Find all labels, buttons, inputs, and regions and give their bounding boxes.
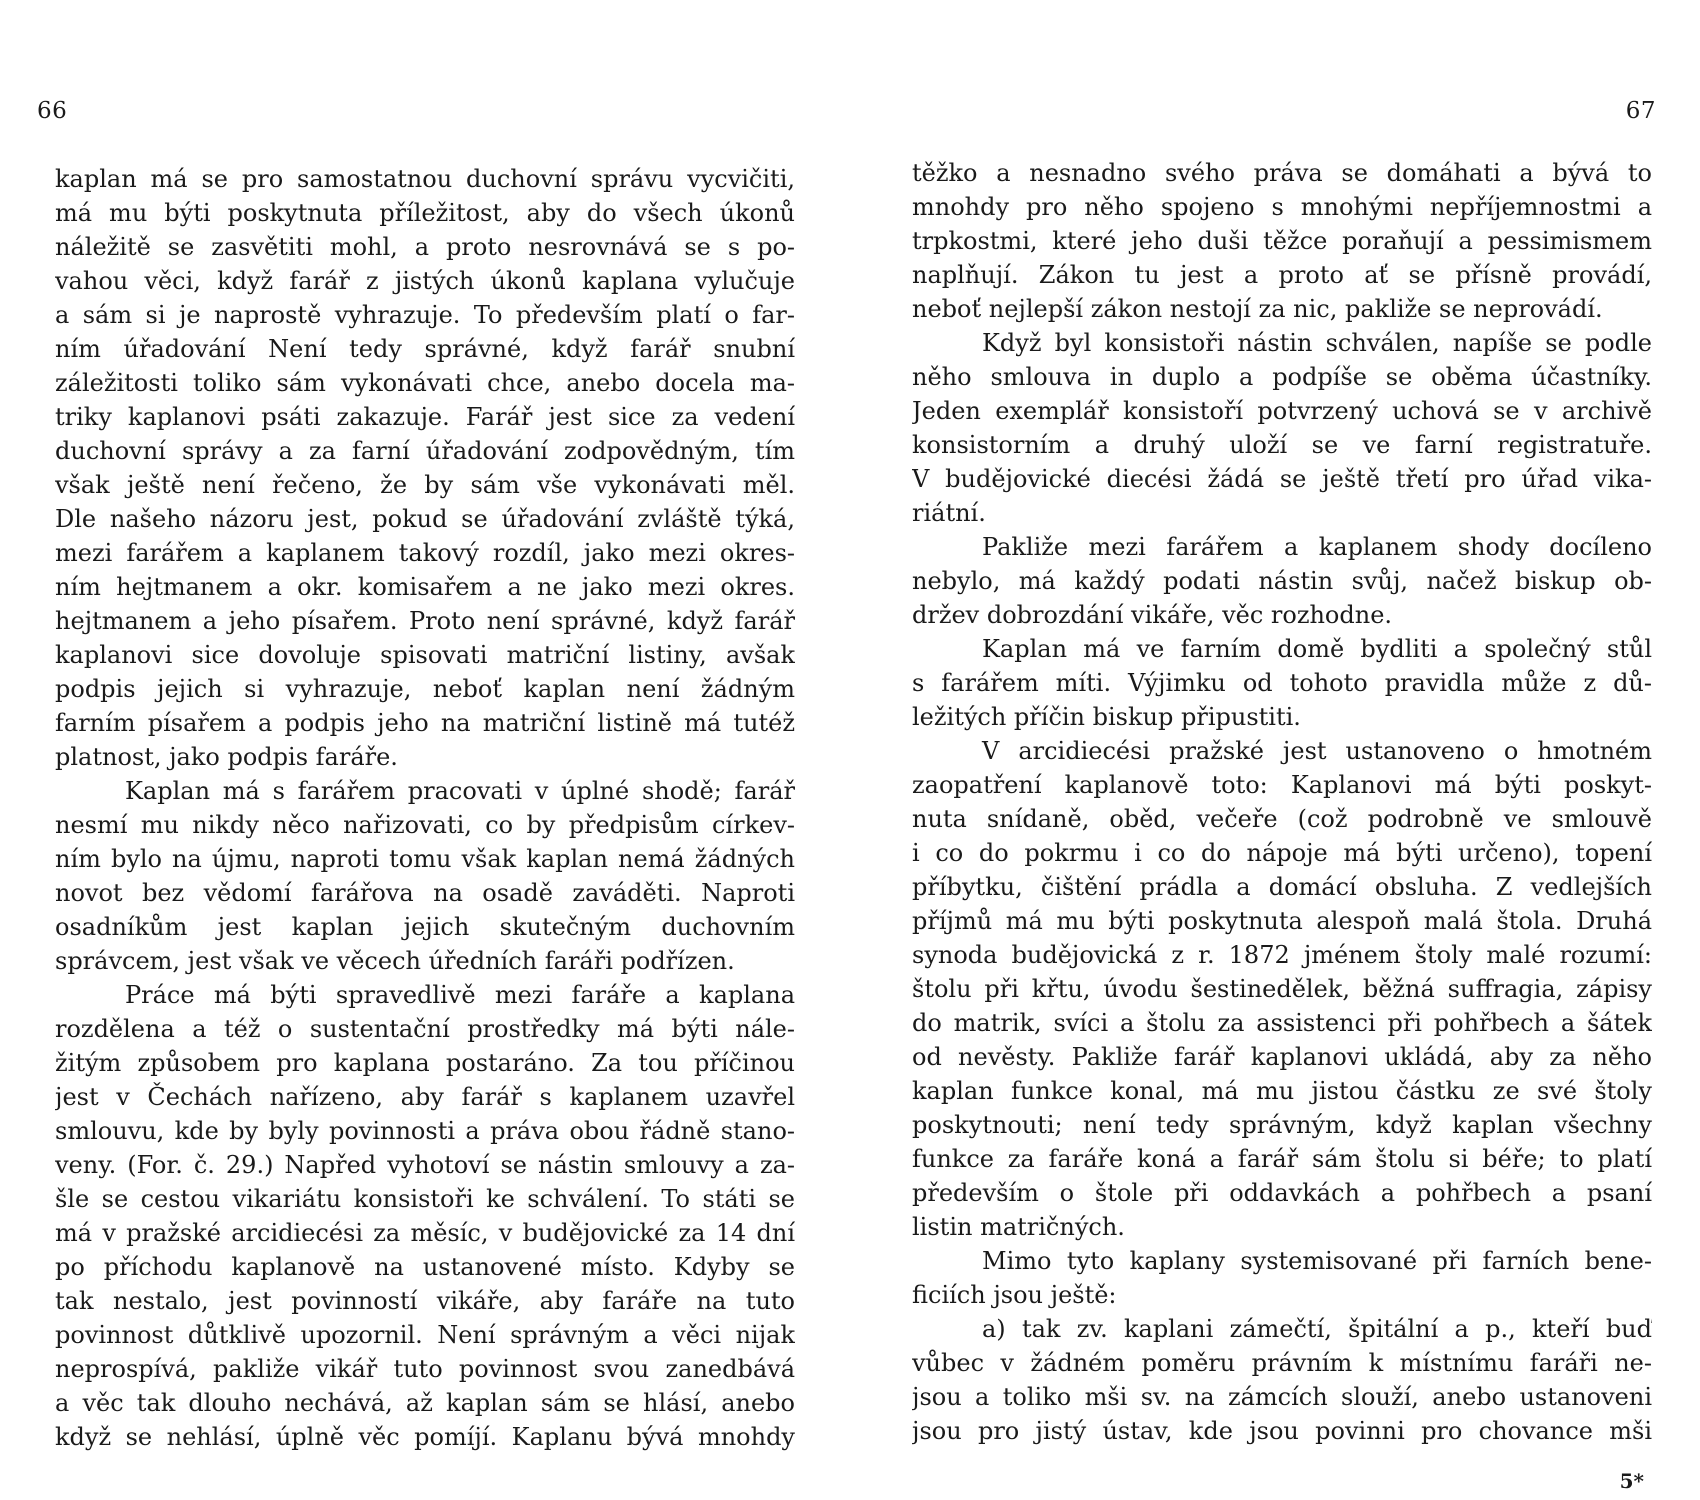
text-line: těžko a nesnadno svého práva se domáhati a bývá to bbox=[912, 159, 1652, 187]
text-line: novot bez vědomí farářova na osadě zaváděti. Naproti bbox=[55, 879, 795, 907]
text-line: Když byl konsistoři nástin schválen, napíše se podle bbox=[982, 329, 1652, 357]
text-line: záležitosti toliko sám vykonávati chce, anebo docela ma- bbox=[55, 369, 795, 397]
text-line: naplňují. Zákon tu jest a proto ať se přísně provádí, bbox=[912, 261, 1652, 289]
text-line: držev dobrozdání vikáře, věc rozhodne. bbox=[912, 601, 1393, 629]
text-line: vůbec v žádném poměru právním k místnímu faráři ne- bbox=[912, 1349, 1652, 1377]
text-line: ficiích jsou ještě: bbox=[912, 1281, 1117, 1309]
text-line: platnost, jako podpis faráře. bbox=[55, 743, 398, 771]
left-page-body-text bbox=[55, 162, 795, 1454]
text-line: povinnost důtklivě upozornil. Není správným a věci nijak bbox=[55, 1321, 795, 1349]
right-page bbox=[912, 0, 1656, 1500]
text-line: kaplanovi sice dovoluje spisovati matriční listiny, avšak bbox=[55, 641, 795, 669]
text-line: nuta snídaně, oběd, večeře (což podrobně ve smlouvě bbox=[912, 805, 1652, 833]
text-line: hejtmanem a jeho písařem. Proto není správné, když farář bbox=[55, 607, 795, 635]
left-page bbox=[37, 0, 795, 1500]
text-line: Mimo tyto kaplany systemisované při farních bene- bbox=[982, 1247, 1652, 1275]
text-line: a sám si je naprostě vyhrazuje. To především platí o far- bbox=[55, 301, 795, 329]
text-line: mezi farářem a kaplanem takový rozdíl, jako mezi okres- bbox=[55, 539, 795, 567]
text-line: V arcidiecési pražské jest ustanoveno o hmotném bbox=[982, 737, 1652, 765]
text-line: štolu při křtu, úvodu šestinedělek, běžná suffragia, zápisy bbox=[912, 975, 1652, 1003]
text-line: podpis jejich si vyhrazuje, neboť kaplan není žádným bbox=[55, 675, 795, 703]
text-line: rozdělena a též o sustentační prostředky má býti nále- bbox=[55, 1015, 795, 1043]
page-gutter bbox=[848, 60, 849, 1460]
text-line: ním úřadování Není tedy správné, když farář snubní bbox=[55, 335, 795, 363]
text-line: příjmů má mu býti poskytnuta alespoň malá štola. Druhá bbox=[912, 907, 1652, 935]
text-line: má v pražské arcidiecési za měsíc, v budějovické za 14 dní bbox=[55, 1219, 795, 1247]
text-line: ním hejtmanem a okr. komisařem a ne jako mezi okres. bbox=[55, 573, 795, 601]
signature-mark: 5* bbox=[1619, 1469, 1644, 1493]
page-number-right: 67 bbox=[1625, 98, 1656, 124]
text-line: triky kaplanovi psáti zakazuje. Farář jest sice za vedení bbox=[55, 403, 795, 431]
text-line: mnohdy pro něho spojeno s mnohými nepříjemnostmi a bbox=[912, 193, 1652, 221]
right-page-body-text bbox=[912, 156, 1652, 1448]
text-line: synoda budějovická z r. 1872 jménem štoly malé rozumí: bbox=[912, 941, 1652, 969]
text-line: tak nestalo, jest povinností vikáře, aby faráře na tuto bbox=[55, 1287, 795, 1315]
text-line: kaplan má se pro samostatnou duchovní správu vycvičiti, bbox=[55, 165, 795, 193]
text-line: Práce má býti spravedlivě mezi faráře a kaplana bbox=[125, 981, 795, 1009]
text-line: a věc tak dlouho nechává, až kaplan sám se hlásí, anebo bbox=[55, 1389, 795, 1417]
text-line: když se nehlásí, úplně věc pomíjí. Kaplanu bývá mnohdy bbox=[55, 1423, 795, 1451]
text-line: jest v Čechách nařízeno, aby farář s kaplanem uzavřel bbox=[55, 1083, 795, 1111]
text-line: i co do pokrmu i co do nápoje má býti určeno), topení bbox=[912, 839, 1652, 867]
text-line: poskytnouti; není tedy správným, když kaplan všechny bbox=[912, 1111, 1652, 1139]
text-line: něho smlouva in duplo a podpíše se oběma účastníky. bbox=[912, 363, 1652, 391]
text-line: náležitě se zasvětiti mohl, a proto nesrovnává se s po- bbox=[55, 233, 795, 261]
text-line: konsistorním a druhý uloží se ve farní registratuře. bbox=[912, 431, 1652, 459]
text-line: s farářem míti. Výjimku od tohoto pravidla může z dů- bbox=[912, 669, 1652, 697]
text-line: funkce za faráře koná a farář sám štolu si béře; to platí bbox=[912, 1145, 1652, 1173]
text-line: šle se cestou vikariátu konsistoři ke schválení. To státi se bbox=[55, 1185, 795, 1213]
text-line: kaplan funkce konal, má mu jistou částku ze své štoly bbox=[912, 1077, 1652, 1105]
text-line: nesmí mu nikdy něco nařizovati, co by předpisům církev- bbox=[55, 811, 795, 839]
text-line: má mu býti poskytnuta příležitost, aby do všech úkonů bbox=[55, 199, 795, 227]
text-line: farním písařem a podpis jeho na matriční listině má tutéž bbox=[55, 709, 795, 737]
text-line: ním bylo na újmu, naproti tomu však kaplan nemá žádných bbox=[55, 845, 795, 873]
text-line: riátní. bbox=[912, 499, 986, 527]
text-line: Kaplan má ve farním domě bydliti a společný stůl bbox=[982, 635, 1652, 663]
text-line: Dle našeho názoru jest, pokud se úřadování zvláště týká, bbox=[55, 505, 795, 533]
page-number-left: 66 bbox=[37, 98, 68, 124]
text-line: vahou věci, když farář z jistých úkonů kaplana vylučuje bbox=[55, 267, 795, 295]
text-line: osadníkům jest kaplan jejich skutečným duchovním bbox=[55, 913, 795, 941]
text-line: neprospívá, pakliže vikář tuto povinnost svou zanedbává bbox=[55, 1355, 795, 1383]
text-line: nebylo, má každý podati nástin svůj, načež biskup ob- bbox=[912, 567, 1652, 595]
text-line: jsou pro jistý ústav, kde jsou povinni pro chovance mši bbox=[912, 1417, 1652, 1445]
text-line: veny. (For. č. 29.) Napřed vyhotoví se nástin smlouvy a za- bbox=[55, 1151, 795, 1179]
text-line: Pakliže mezi farářem a kaplanem shody docíleno bbox=[982, 533, 1652, 561]
text-line: neboť nejlepší zákon nestojí za nic, pakliže se neprovádí. bbox=[912, 295, 1603, 323]
text-line: od nevěsty. Pakliže farář kaplanovi ukládá, aby za něho bbox=[912, 1043, 1652, 1071]
text-line: listin matričných. bbox=[912, 1213, 1125, 1241]
text-line: duchovní správy a za farní úřadování zodpovědným, tím bbox=[55, 437, 795, 465]
text-line: jsou a toliko mši sv. na zámcích slouží, anebo ustanoveni bbox=[912, 1383, 1652, 1411]
text-line: po příchodu kaplanově na ustanovené místo. Kdyby se bbox=[55, 1253, 795, 1281]
text-line: žitým způsobem pro kaplana postaráno. Za tou příčinou bbox=[55, 1049, 795, 1077]
text-line: Kaplan má s farářem pracovati v úplné shodě; farář bbox=[125, 777, 795, 805]
text-line: především o štole při oddavkách a pohřbech a psaní bbox=[912, 1179, 1652, 1207]
text-line: zaopatření kaplanově toto: Kaplanovi má býti poskyt- bbox=[912, 771, 1652, 799]
text-line: trpkostmi, které jeho duši těžce poraňují a pessimismem bbox=[912, 227, 1652, 255]
text-line: smlouvu, kde by byly povinnosti a práva obou řádně stano- bbox=[55, 1117, 795, 1145]
text-line: V budějovické diecési žádá se ještě třetí pro úřad vika- bbox=[912, 465, 1652, 493]
text-line: však ještě není řečeno, že by sám vše vykonávati měl. bbox=[55, 471, 795, 499]
text-line: Jeden exemplář konsistoří potvrzený uchová se v archivě bbox=[912, 397, 1652, 425]
text-line: do matrik, svíci a štolu za assistenci při pohřbech a šátek bbox=[912, 1009, 1652, 1037]
text-line: správcem, jest však ve věcech úředních faráři podřízen. bbox=[55, 947, 735, 975]
text-line: ležitých příčin biskup připustiti. bbox=[912, 703, 1301, 731]
text-line: příbytku, čištění prádla a domácí obsluha. Z vedlejších bbox=[912, 873, 1652, 901]
text-line: a) tak zv. kaplani zámečtí, špitální a p., kteří buď bbox=[982, 1315, 1652, 1343]
